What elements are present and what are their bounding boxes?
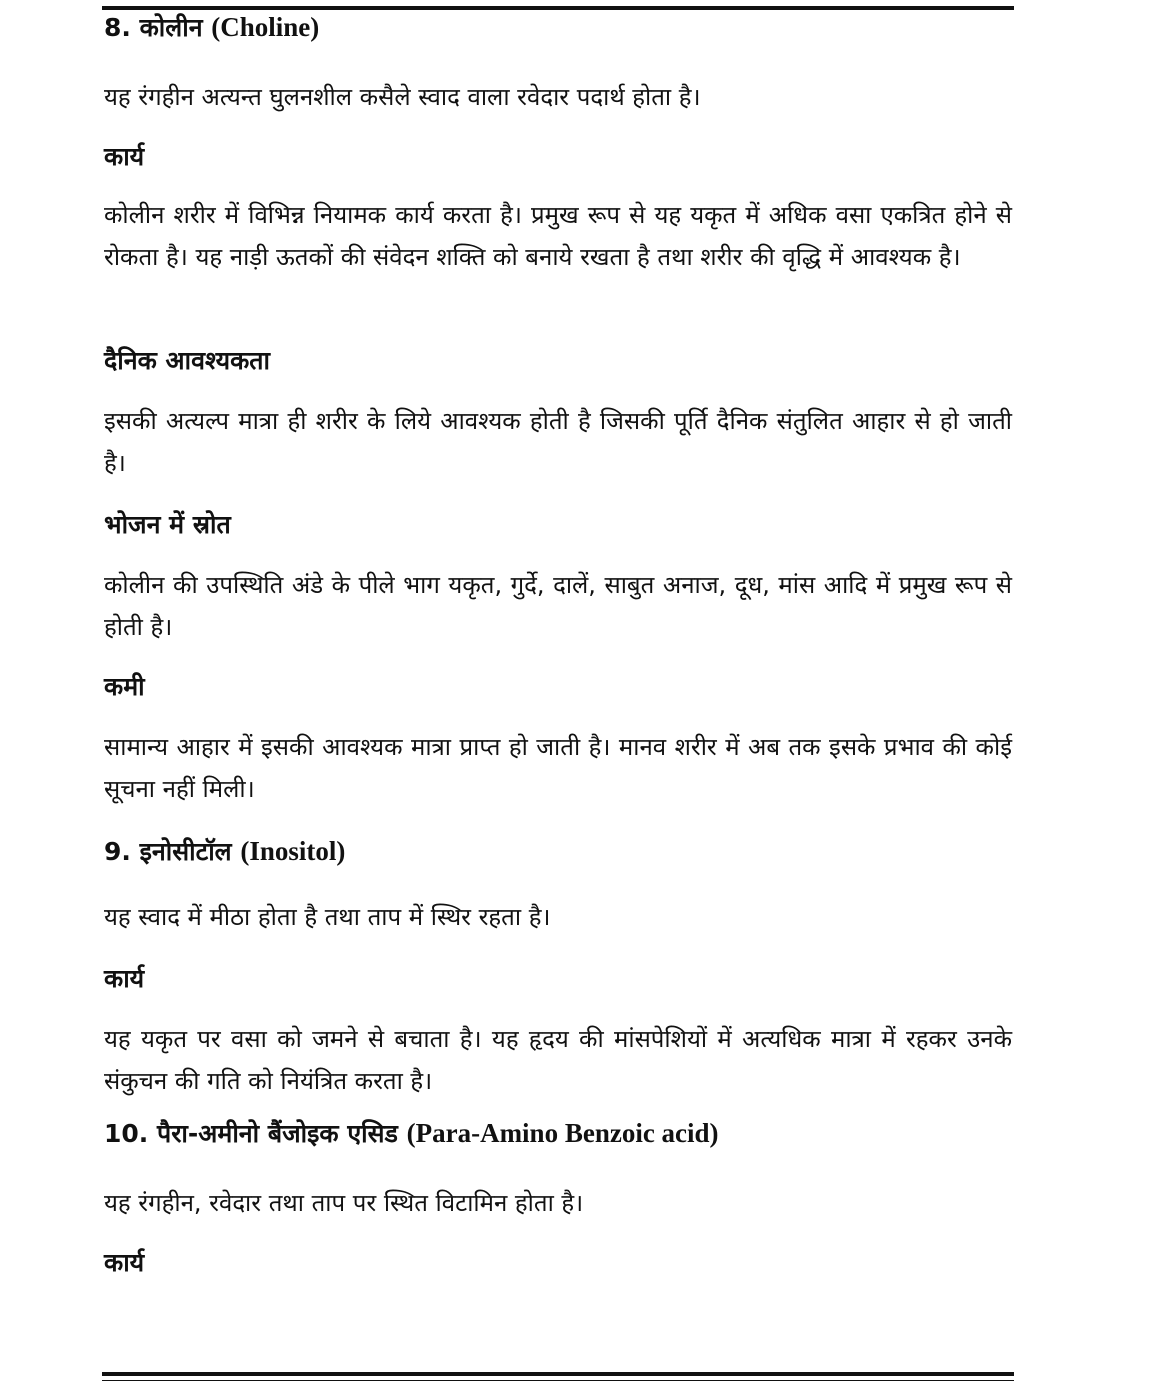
inositol-description: यह स्वाद में मीठा होता है तथा ताप में स्थिर रहता है।: [104, 903, 551, 931]
choline-heading: 8. कोलीन (Choline): [104, 12, 320, 42]
choline-description: यह रंगहीन अत्यन्त घुलनशील कसैले स्वाद वाला रवेदार पदार्थ होता है।: [104, 83, 701, 111]
choline-deficiency-text: सामान्य आहार में इसकी आवश्यक मात्रा प्राप्त हो जाती है। मानव शरीर में अब तक इसके प्रभाव की कोई सूचना नहीं मिली।: [104, 733, 1012, 803]
bottom-border-rule-thick: [102, 1372, 1014, 1376]
choline-function-heading: कार्य: [104, 142, 145, 171]
choline-daily-requirement-heading: दैनिक आवश्यकता: [104, 346, 271, 375]
bottom-border-rule-thin: [102, 1380, 1014, 1381]
choline-food-sources-heading: भोजन में स्रोत: [104, 510, 231, 539]
inositol-function-heading: कार्य: [104, 964, 145, 993]
choline-food-sources-text: कोलीन की उपस्थिति अंडे के पीले भाग यकृत, गुर्दे, दालें, साबुत अनाज, दूध, मांस आदि में प्रमुख रूप से होती है।: [104, 571, 1012, 641]
paba-heading: 10. पैरा-अमीनो बैंजोइक एसिड (Para-Amino Benzoic acid): [104, 1118, 719, 1148]
choline-deficiency-heading: कमी: [104, 672, 145, 701]
top-border-rule: [102, 6, 1014, 10]
paba-description: यह रंगहीन, रवेदार तथा ताप पर स्थित विटामिन होता है।: [104, 1189, 584, 1217]
choline-function-text: कोलीन शरीर में विभिन्न नियामक कार्य करता है। प्रमुख रूप से यह यकृत में अधिक वसा एकत्रित होने से रोकता है। यह नाड़ी ऊतकों की संवेदन शक्ति को बनाये रखता है तथा शरीर की वृद्धि में आवश्यक है।: [104, 201, 1012, 271]
paba-function-heading: कार्य: [104, 1248, 145, 1277]
inositol-heading: 9. इनोसीटॉल (Inositol): [104, 836, 346, 866]
choline-daily-requirement-text: इसकी अत्यल्प मात्रा ही शरीर के लिये आवश्यक होती है जिसकी पूर्ति दैनिक संतुलित आहार से हो जाती है।: [104, 407, 1012, 477]
inositol-function-text: यह यकृत पर वसा को जमने से बचाता है। यह हृदय की मांसपेशियों में अत्यधिक मात्रा में रहकर उनके संकुचन की गति को नियंत्रित करता है।: [104, 1025, 1012, 1095]
